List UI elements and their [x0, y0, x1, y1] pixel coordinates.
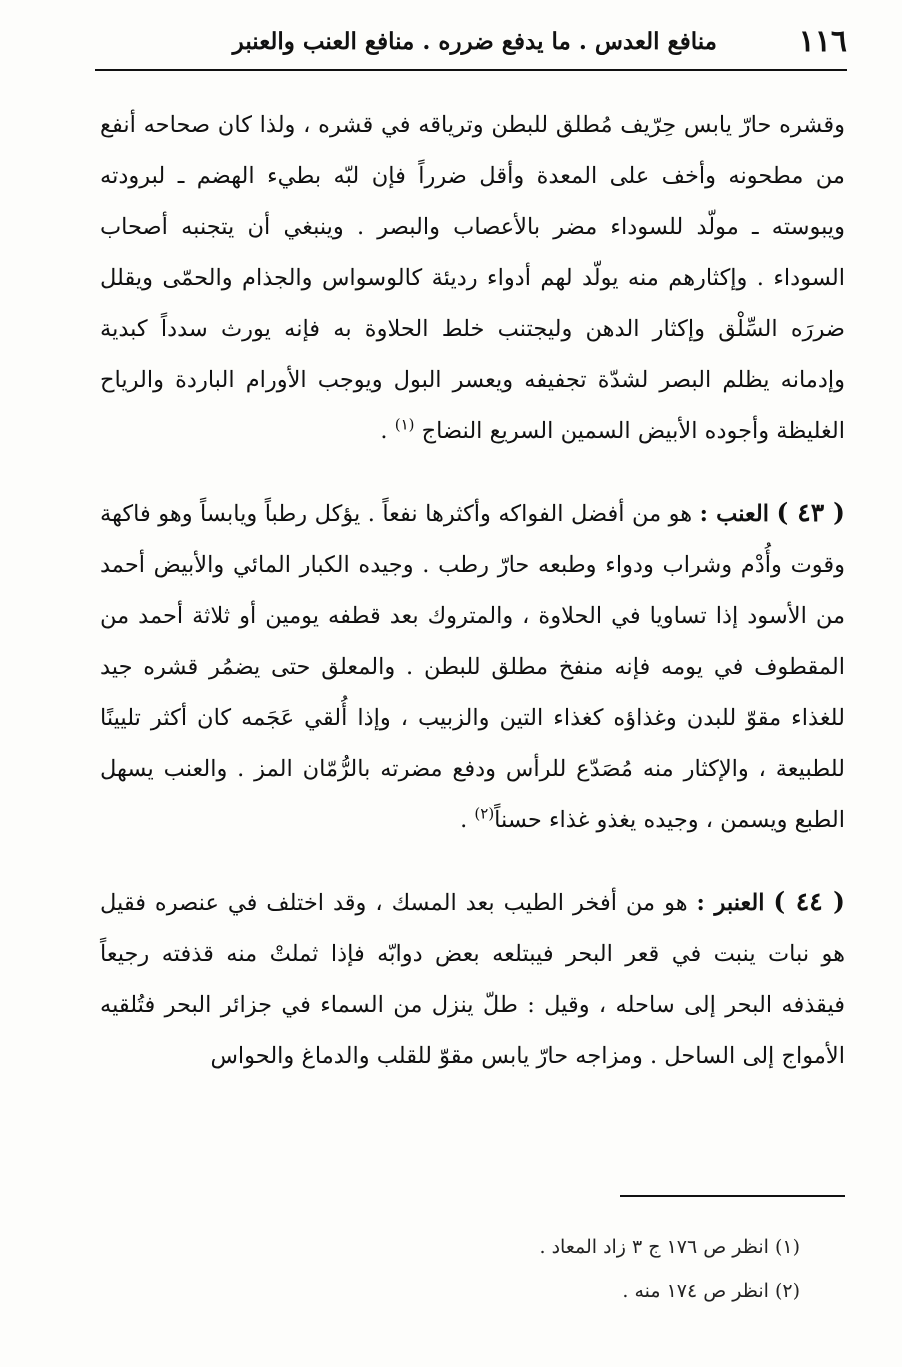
paragraph-end: . [460, 807, 475, 833]
footnote-rule [620, 1195, 845, 1197]
header-rule [95, 69, 847, 71]
paragraph-end: . [380, 418, 395, 444]
page-header [95, 22, 847, 64]
paragraph-text: وقشره حارّ يابس حِرّيف مُطلق للبطن وترياقه في قشره ، ولذا كان صحاحه أنفع من مطحونه وأخف على المعدة وأقل ضرراً فإن لبّه بطيء الهضم ـ لبرودته ويبوسته ـ مولّد للسوداء مضر بالأعصاب والبصر . وينبغي أن يتجنبه أصحاب السوداء . وإكثارهم منه يولّد لهم أدواء رديئة كالوسواس والجذام والحمّى ويقلل ضررَه السِّلْق وإكثار الدهن وليجتنب خلط الحلاوة به فإنه يورث سدداً كبدية وإدمانه يظلم البصر لشدّة تجفيفه ويعسر البول ويوجب الأورام الباردة والرياح الغليظة وأجوده الأبيض السمين السريع النضاج [100, 112, 845, 444]
entry-number: ( ٤٤ ) [773, 887, 845, 916]
footnote-marker: (٢) [474, 804, 495, 823]
paragraph-lentils-continued [100, 100, 845, 457]
paragraph-ambergris [100, 876, 845, 1082]
running-title: منافع العدس . ما يدفع ضرره . منافع العنب والعنبر [232, 28, 717, 55]
footnote-2: (٢) انظر ص ١٧٤ منه . [622, 1280, 800, 1302]
footnote-marker: (١) [394, 415, 415, 434]
entry-name: العنب : [699, 501, 769, 527]
entry-name: العنبر : [696, 890, 765, 916]
paragraph-text: هو من أفخر الطيب بعد المسك ، وقد اختلف في عنصره فقيل هو نبات ينبت في قعر البحر فيبتلعه بعض دوابّه فإذا ثملتْ منه قذفته رجيعاً فيقذفه البحر إلى ساحله ، وقيل : طلّ ينزل من السماء في جزائر البحر فتُلقيه الأمواج إلى الساحل . ومزاجه حارّ يابس مقوّ للقلب والدماغ والحواس [100, 890, 845, 1069]
entry-number: ( ٤٣ ) [776, 498, 846, 527]
paragraph-grapes [100, 487, 845, 846]
paragraph-text: هو من أفضل الفواكه وأكثرها نفعاً . يؤكل رطباً ويابساً وهو فاكهة وقوت وأُدْم وشراب ودواء وطبعه حارّ رطب . وجيده الكبار المائي والأبيض أحمد من الأسود إذا تساويا في الحلاوة ، والمتروك بعد قطفه يومين أو ثلاثة أحمد من المقطوف في يومه فإنه منفخ مطلق للبطن . والمعلق حتى يضمُر قشره جيد للغذاء مقوّ للبدن وغذاؤه كغذاء التين والزبيب ، وإذا أُلقي عَجَمه كان أكثر تليينًا للطبيعة ، والإكثار منه مُصَدّع للرأس ودفع مضرته بالرُّمّان المز . والعنب يسهل الطبع ويسمن ، وجيده يغذو غذاء حسناً [100, 501, 845, 833]
page-number: ١١٦ [798, 24, 847, 59]
footnotes [100, 1225, 800, 1313]
body-text [100, 100, 845, 1082]
footnote-1: (١) انظر ص ١٧٦ ج ٣ زاد المعاد . [539, 1236, 800, 1258]
